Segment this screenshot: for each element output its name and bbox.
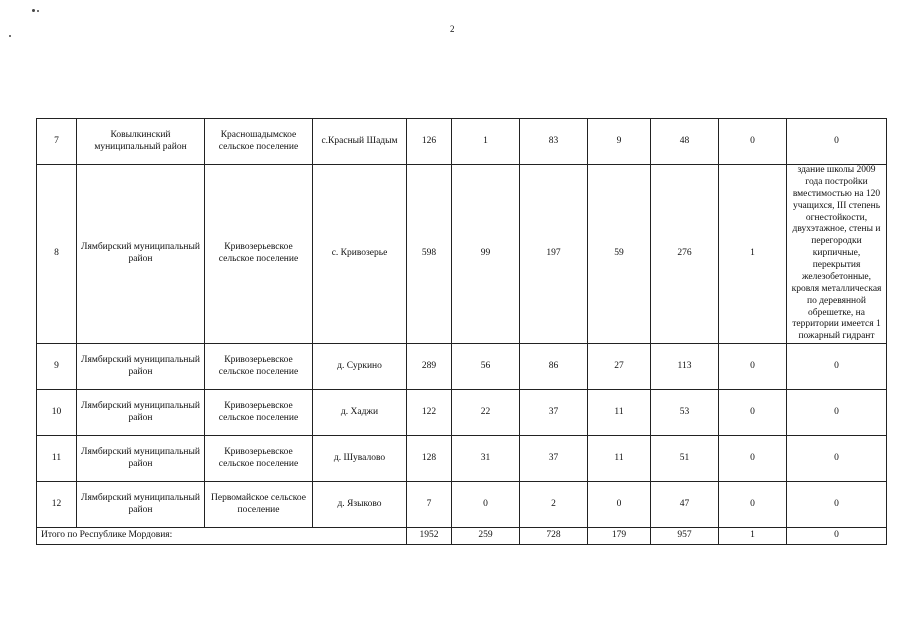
value-cell: 9 [588,119,651,165]
scan-speck [32,9,35,12]
value-cell: 99 [452,165,520,344]
total-value: 0 [787,528,887,545]
table-row [37,344,887,390]
value-cell: 53 [651,390,719,436]
note-cell: 0 [787,482,887,528]
page-number: 2 [450,24,455,34]
value-cell: 122 [407,390,452,436]
value-cell: 598 [407,165,452,344]
row-number: 11 [37,436,77,482]
value-cell: 56 [452,344,520,390]
row-number: 7 [37,119,77,165]
note-cell: 0 [787,390,887,436]
total-label: Итого по Республике Мордовия: [37,528,407,545]
total-value: 1952 [407,528,452,545]
value-cell: 0 [719,482,787,528]
value-cell: 0 [452,482,520,528]
total-row [37,528,887,545]
settlement-cell: Кривозерьевское сельское поселение [205,436,313,482]
value-cell: 83 [520,119,588,165]
value-cell: 86 [520,344,588,390]
table-row [37,390,887,436]
scan-speck [37,10,39,12]
value-cell: 0 [719,119,787,165]
locality-cell: с.Красный Шадым [313,119,407,165]
value-cell: 47 [651,482,719,528]
table-row [37,119,887,165]
table-row [37,482,887,528]
value-cell: 31 [452,436,520,482]
value-cell: 0 [719,436,787,482]
note-cell: здание школы 2009 года постройки вместимостью на 120 учащихся, III степень огнестойкости, двухэтажное, стены и перегородки кирпичные, перекрытия железобетонные, кровля металлическая по деревянной обрешетке, на территории имеется 1 пожарный гидрант [787,165,887,344]
settlement-cell: Кривозерьевское сельское поселение [205,390,313,436]
district-cell: Лямбирский муниципальный район [77,436,205,482]
value-cell: 289 [407,344,452,390]
value-cell: 51 [651,436,719,482]
note-cell: 0 [787,344,887,390]
table-row [37,165,887,344]
value-cell: 48 [651,119,719,165]
locality-cell: д. Шувалово [313,436,407,482]
note-cell: 0 [787,119,887,165]
value-cell: 0 [588,482,651,528]
row-number: 9 [37,344,77,390]
value-cell: 27 [588,344,651,390]
value-cell: 128 [407,436,452,482]
row-number: 8 [37,165,77,344]
district-cell: Ковылкинский муниципальный район [77,119,205,165]
value-cell: 197 [520,165,588,344]
value-cell: 37 [520,436,588,482]
district-cell: Лямбирский муниципальный район [77,344,205,390]
value-cell: 126 [407,119,452,165]
value-cell: 7 [407,482,452,528]
district-cell: Лямбирский муниципальный район [77,390,205,436]
locality-cell: д. Языково [313,482,407,528]
table-row [37,436,887,482]
value-cell: 11 [588,436,651,482]
value-cell: 22 [452,390,520,436]
locality-cell: д. Хаджи [313,390,407,436]
settlement-cell: Кривозерьевское сельское поселение [205,344,313,390]
value-cell: 59 [588,165,651,344]
value-cell: 11 [588,390,651,436]
settlement-cell: Кривозерьевское сельское поселение [205,165,313,344]
value-cell: 0 [719,344,787,390]
total-value: 179 [588,528,651,545]
total-value: 957 [651,528,719,545]
note-cell: 0 [787,436,887,482]
row-number: 10 [37,390,77,436]
value-cell: 113 [651,344,719,390]
district-cell: Лямбирский муниципальный район [77,165,205,344]
settlement-cell: Первомайское сельское поселение [205,482,313,528]
district-cell: Лямбирский муниципальный район [77,482,205,528]
total-value: 728 [520,528,588,545]
locality-cell: д. Суркино [313,344,407,390]
value-cell: 0 [719,390,787,436]
total-value: 259 [452,528,520,545]
row-number: 12 [37,482,77,528]
locality-cell: с. Кривозерье [313,165,407,344]
value-cell: 2 [520,482,588,528]
value-cell: 276 [651,165,719,344]
total-value: 1 [719,528,787,545]
scan-speck [9,35,11,37]
settlement-cell: Красношадымское сельское поселение [205,119,313,165]
value-cell: 1 [719,165,787,344]
value-cell: 1 [452,119,520,165]
locality-table [36,118,887,545]
value-cell: 37 [520,390,588,436]
